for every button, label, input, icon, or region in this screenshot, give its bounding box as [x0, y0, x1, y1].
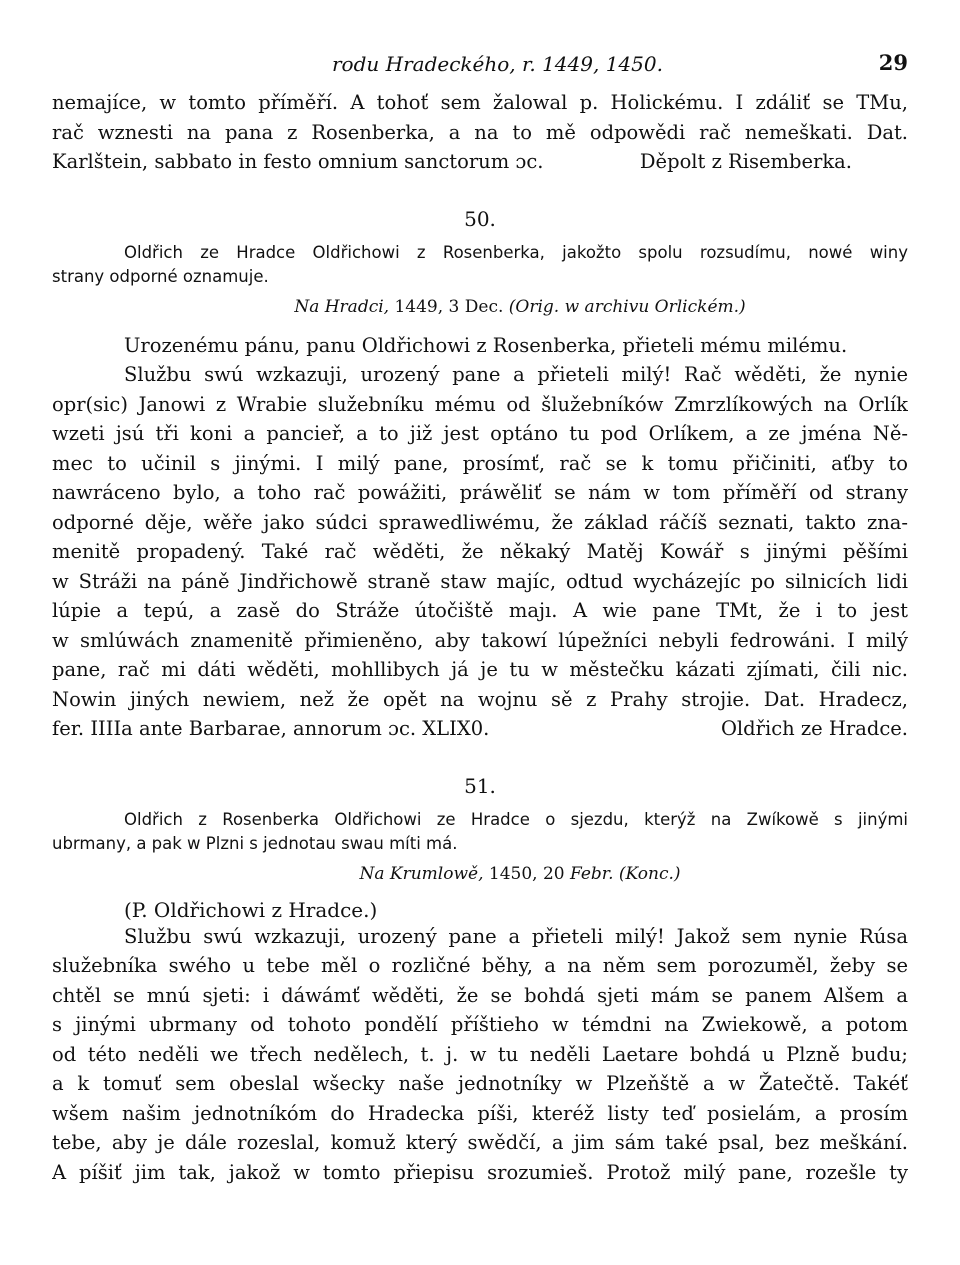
text-line: opr(sic) Janowi z Wrabie služebníku mému od šlužebníków Zmrzlíkowých na Orlík — [52, 392, 908, 416]
running-header — [52, 40, 908, 88]
text-line: nawráceno bylo, a toho rač powážiti, práwěliť se nám w tom příměří od strany — [52, 481, 908, 504]
document-number: 51. — [464, 773, 496, 798]
previous-letter-ending — [52, 88, 908, 177]
closing-line: fer. IIIIa ante Barbarae, annorum ɔc. XLIX0. — [52, 717, 490, 740]
signature: Oldřich ze Hradce. — [720, 717, 908, 740]
summary-line: ubrmany, a pak w Plzni s jednotau swau míti má. — [52, 833, 458, 853]
letter-body — [52, 331, 908, 744]
text-line: služebníka swého u tebe měl o rozličné běhy, a na něm sem porozuměl, žeby se — [52, 954, 908, 977]
document-summary — [52, 808, 908, 856]
letter-address: Urozenému pánu, panu Oldřichowi z Rosenberka, přieteli mému milému. — [124, 333, 848, 357]
letter-address: (P. Oldřichowi z Hradce.) — [124, 897, 378, 922]
signoff-line — [52, 714, 908, 744]
document-summary — [52, 241, 908, 289]
text-line: rač wznesti na pana z Rosenberka, a na to mě odpowědi rač nemeškati. Dat. — [52, 120, 908, 144]
source-date: 1449, 3 Dec. — [389, 296, 509, 317]
page — [52, 40, 908, 1187]
source-place: Na Krumlowě, — [359, 863, 484, 884]
signoff-line — [52, 147, 908, 177]
text-line: menitě propadený. Také rač wěděti, že někaký Matěj Kowář s jinými pěšími — [52, 540, 908, 563]
text-line: s jinými ubrmany od tohoto pondělí příštieho w témdni na Zwiekowě, a potom — [52, 1013, 908, 1036]
text-line: w smlúwách znamenitě přimieněno, aby takowí lúpežníci nebyli fedrowáni. I milý — [52, 628, 908, 652]
text-line: wzeti jsú tři koni a pancieř, a to již jest optáno tu pod Orlíkem, a ze jména Ně- — [52, 422, 908, 445]
source-citation — [52, 297, 908, 317]
source-note: (Konc.) — [613, 863, 681, 884]
text-line: Nowin jiných newiem, než že opět na wojnu sě z Prahy strojie. Dat. Hradecz, — [52, 687, 908, 711]
source-citation — [52, 864, 908, 884]
text-line: odporné děje, wěře jako súdci sprawedliwému, že základ ráčíš seznati, takto zna- — [52, 510, 908, 534]
document-number: 50. — [464, 206, 496, 231]
text-line: w Stráži na páně Jindřichowě straně staw majíc, odtud wycházejíc po silnicích lidi — [52, 569, 908, 593]
text-line: od této neděli we třech nedělech, t. j. w tu neděli Laetare bohdá u Plzně budu; — [52, 1042, 908, 1066]
text-line: nemajíce, w tomto příměří. A tohoť sem žalowal p. Holickému. I zdáliť se TMu, — [52, 91, 908, 114]
page-number: 29 — [878, 50, 908, 75]
text-line: pane, rač mi dáti wěděti, mohllibych já je tu w městečku kázati zjímati, čili nic. — [52, 658, 908, 681]
text-line: Službu swú wzkazuji, urozený pane a přieteli milý! Rač wěděti, že nynie — [124, 363, 908, 386]
text-line: wšem našim jednotníkóm do Hradecka píši, kteréž listy teď posielám, a prosím — [52, 1101, 908, 1125]
signature: Děpolt z Risemberka. — [639, 150, 852, 173]
text-line: lúpie a tepú, a zasě do Stráže útočiště majı. A wie pane TMt, že i to jest — [52, 599, 908, 622]
text-line: A píšiť jim tak, jakož w tomto přiepisu srozumieš. Protož milý pane, rozešle ty — [52, 1160, 908, 1184]
text-line: Karlštein, sabbato in festo omnium sanctorum ɔc. — [52, 150, 544, 173]
text-line: Službu swú wzkazuji, urozený pane a přieteli milý! Jakož sem nynie Rúsa — [124, 924, 908, 948]
source-note: (Orig. w archivu Orlickém.) — [508, 296, 746, 317]
source-date: 1450, 20 — [483, 863, 570, 884]
source-place: Na Hradci, — [294, 296, 390, 317]
text-line: chtěl se mnú sjeti: i dáwámť wěděti, že se bohdá sjeti mám se panem Alšem a — [52, 983, 908, 1007]
source-month: Febr. — [570, 863, 614, 884]
summary-line: Oldřich z Rosenberka Oldřichowi ze Hradce o sjezdu, kterýž na Zwíkowě s jinými — [124, 809, 908, 829]
running-title: rodu Hradeckého, r. 1449, 1450. — [332, 52, 663, 76]
text-line: tebe, aby je dále rozeslal, komuž který swědčí, a jim sám také psal, bez meškání. — [52, 1131, 908, 1154]
letter-body — [52, 922, 908, 1188]
summary-line: strany odporné oznamuje. — [52, 266, 269, 286]
summary-line: Oldřich ze Hradce Oldřichowi z Rosenberka, jakožto spolu rozsudímu, nowé winy — [124, 242, 908, 262]
text-line: mec to učinil s jinými. I milý pane, prosímť, rač se k tomu přičiniti, aťby to — [52, 451, 908, 475]
text-line: a k tomuť sem obeslal wšecky naše jednotníky w Plzeňště a w Žatečtě. Takéť — [52, 1072, 908, 1095]
